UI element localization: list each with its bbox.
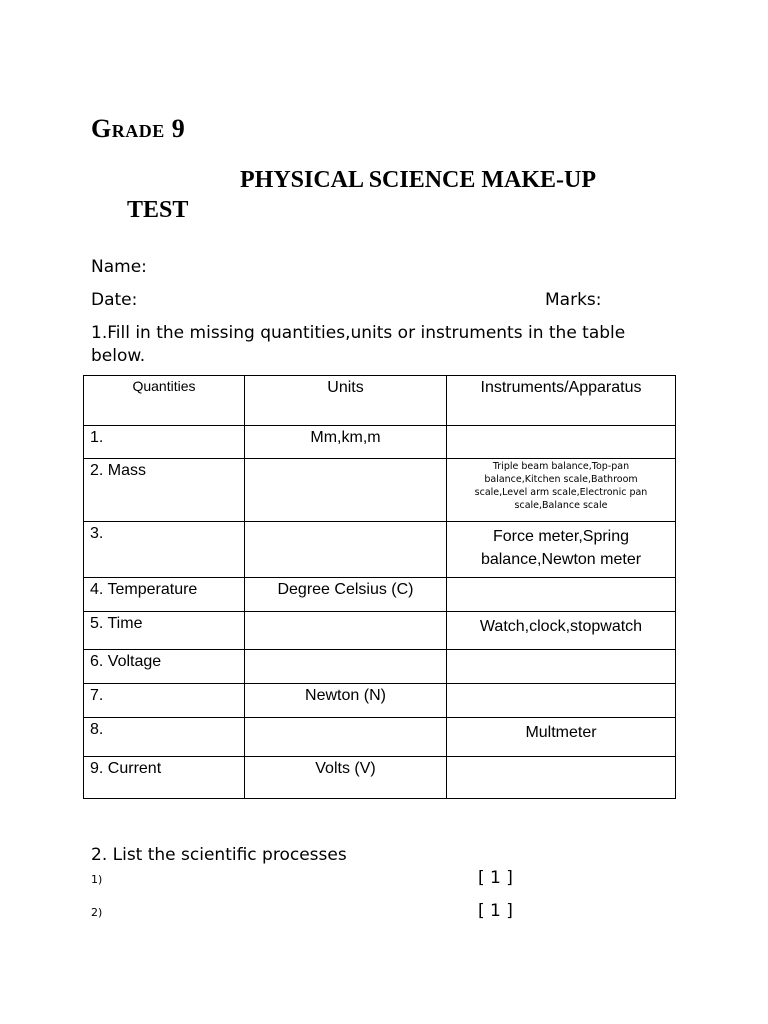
table-row xyxy=(84,684,676,718)
table-header-row xyxy=(84,376,676,426)
cell-instrument xyxy=(447,757,676,799)
table-row xyxy=(84,578,676,612)
cell-instrument xyxy=(447,684,676,718)
cell-quantity: 6. Voltage xyxy=(84,650,245,684)
grade-heading: Grade 9 xyxy=(91,114,186,143)
header-units: Units xyxy=(245,376,447,426)
cell-quantity: 9. Current xyxy=(84,757,245,799)
table-row xyxy=(84,612,676,650)
cell-instrument: Force meter,Spring balance,Newton meter xyxy=(447,522,676,578)
cell-unit xyxy=(245,459,447,522)
cell-quantity: 8. xyxy=(84,718,245,757)
question2-prompt: 2. List the scientific processes xyxy=(91,845,347,865)
cell-quantity: 7. xyxy=(84,684,245,718)
cell-unit: Volts (V) xyxy=(245,757,447,799)
test-title-line2: TEST xyxy=(127,197,189,223)
table-row xyxy=(84,459,676,522)
cell-quantity: 2. Mass xyxy=(84,459,245,522)
cell-unit xyxy=(245,718,447,757)
cell-quantity: 4. Temperature xyxy=(84,578,245,612)
cell-instrument: Multmeter xyxy=(447,718,676,757)
table-row xyxy=(84,650,676,684)
table-row xyxy=(84,757,676,799)
cell-instrument: Watch,clock,stopwatch xyxy=(447,612,676,650)
question1-prompt: 1.Fill in the missing quantities,units or instruments in the table below. xyxy=(91,323,626,366)
cell-instrument xyxy=(447,426,676,459)
table-row xyxy=(84,718,676,757)
header-quantities: Quantities xyxy=(84,376,245,426)
cell-unit xyxy=(245,650,447,684)
cell-quantity: 1. xyxy=(84,426,245,459)
cell-unit xyxy=(245,612,447,650)
cell-unit xyxy=(245,522,447,578)
cell-instrument xyxy=(447,650,676,684)
cell-unit: Newton (N) xyxy=(245,684,447,718)
name-label: Name: xyxy=(91,257,147,277)
mark-allocation: [ 1 ] xyxy=(478,901,513,921)
marks-label: Marks: xyxy=(545,290,602,310)
mark-allocation: [ 1 ] xyxy=(478,868,513,888)
cell-instrument: Triple beam balance,Top-pan balance,Kitchen scale,Bathroom scale,Level arm scale,Electronic pan scale,Balance scale xyxy=(447,459,676,522)
cell-unit: Degree Celsius (C) xyxy=(245,578,447,612)
list-item-number: 1) xyxy=(91,873,103,886)
table-row xyxy=(84,522,676,578)
cell-quantity: 5. Time xyxy=(84,612,245,650)
test-title-line1: PHYSICAL SCIENCE MAKE-UP xyxy=(240,167,597,193)
cell-quantity: 3. xyxy=(84,522,245,578)
date-label: Date: xyxy=(91,290,138,310)
header-instruments: Instruments/Apparatus xyxy=(447,376,676,426)
list-item-number: 2) xyxy=(91,906,103,919)
cell-unit: Mm,km,m xyxy=(245,426,447,459)
table-row xyxy=(84,426,676,459)
quantities-table xyxy=(83,375,676,799)
cell-instrument xyxy=(447,578,676,612)
